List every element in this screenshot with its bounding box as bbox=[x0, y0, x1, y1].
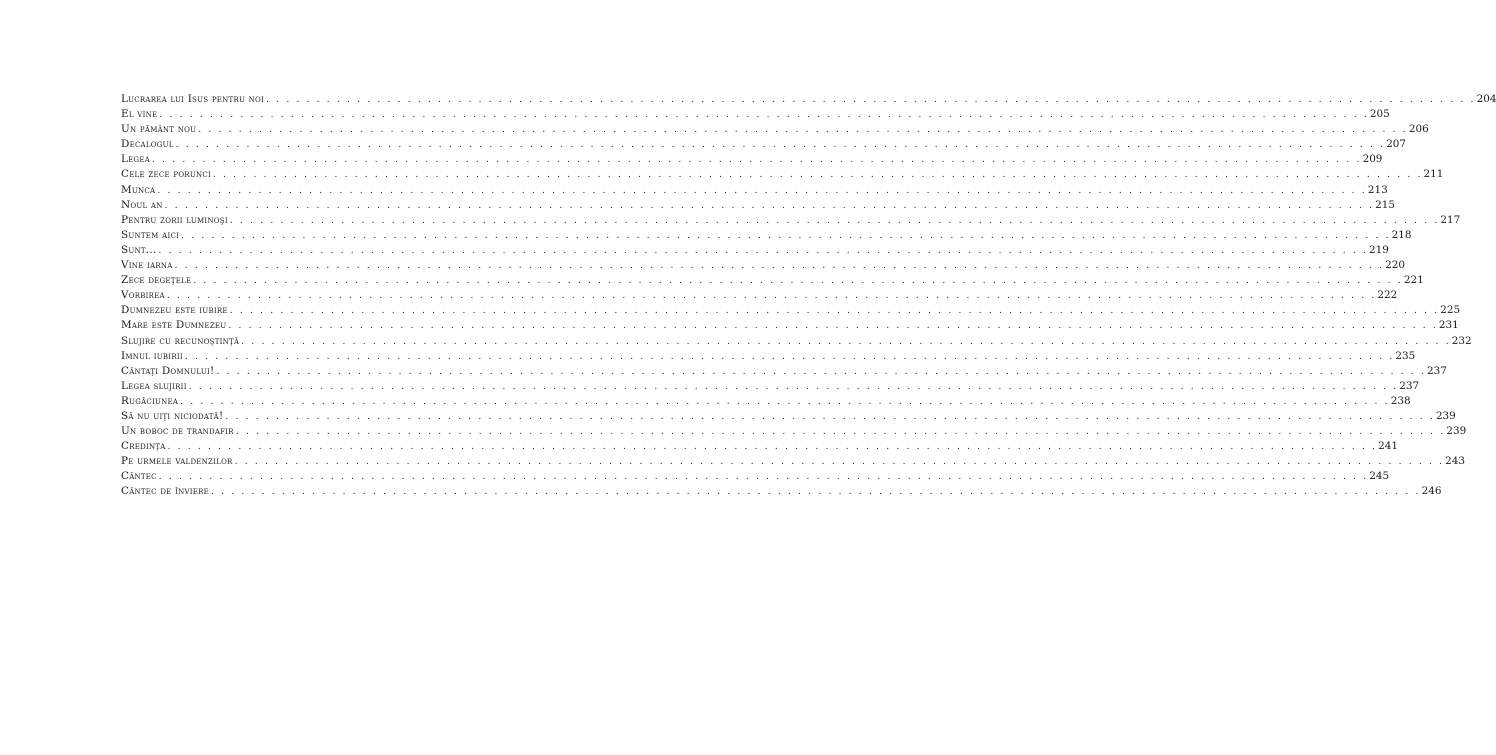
toc-entry-page-number: 232 bbox=[1451, 334, 1472, 347]
toc-entry-title: Cântec bbox=[121, 470, 157, 483]
dot-leader: . . . . . . . . . . . . . . . . . . . . . . . . . . . . . . . . . . . . . . . . . . . . . . . . . . . . . . . . . . . . . . . . . . . . . . . . . . . . . . . . . . . . . . . . . . . . . . . . . . . . . . . . . . . . . . . . . . . . . . . . bbox=[158, 245, 1369, 256]
toc-entry bbox=[121, 379, 1420, 394]
toc-entry bbox=[121, 167, 1444, 182]
toc-entry-title: Cântaţi Domnului! bbox=[121, 364, 215, 377]
toc-entry bbox=[121, 318, 1459, 333]
toc-entry-page-number: 238 bbox=[1390, 394, 1411, 407]
dot-leader: . . . . . . . . . . . . . . . . . . . . . . . . . . . . . . . . . . . . . . . . . . . . . . . . . . . . . . . . . . . . . . . . . . . . . . . . . . . . . . . . . . . . . . . . . . . . . . . . . . . . . . . . . . . . . . . . . . . . . . . . bbox=[229, 306, 1440, 317]
toc-entry-title: Noul an bbox=[121, 198, 163, 211]
dot-leader: . . . . . . . . . . . . . . . . . . . . . . . . . . . . . . . . . . . . . . . . . . . . . . . . . . . . . . . . . . . . . . . . . . . . . . . . . . . . . . . . . . . . . . . . . . . . . . . . . . . . . . . . . . . . . . . . . . . . . . . . bbox=[225, 411, 1435, 422]
toc-entry-page-number: 246 bbox=[1421, 485, 1442, 498]
dot-leader: . . . . . . . . . . . . . . . . . . . . . . . . . . . . . . . . . . . . . . . . . . . . . . . . . . . . . . . . . . . . . . . . . . . . . . . . . . . . . . . . . . . . . . . . . . . . . . . . . . . . . . . . . . . . . . . . . . . . . . . . bbox=[228, 321, 1438, 332]
toc-entry bbox=[121, 137, 1407, 152]
toc-entry bbox=[121, 243, 1389, 258]
toc-entry-page-number: 218 bbox=[1391, 228, 1412, 241]
dot-leader: . . . . . . . . . . . . . . . . . . . . . . . . . . . . . . . . . . . . . . . . . . . . . . . . . . . . . . . . . . . . . . . . . . . . . . . . . . . . . . . . . . . . . . . . . . . . . . . . . . . . . . . . . . . . . . . . . . . . . . . . bbox=[167, 442, 1378, 453]
toc-entry-page-number: 241 bbox=[1378, 440, 1398, 453]
toc-entry bbox=[121, 107, 1390, 122]
toc-entry bbox=[121, 424, 1467, 439]
toc-entry bbox=[121, 349, 1416, 364]
toc-entry-title: Credinţa bbox=[121, 440, 166, 453]
dot-leader: . . . . . . . . . . . . . . . . . . . . . . . . . . . . . . . . . . . . . . . . . . . . . . . . . . . . . . . . . . . . . . . . . . . . . . . . . . . . . . . . . . . . . . . . . . . . . . . . . . . . . . . . . . . . . . . . . . . . . . . . bbox=[157, 185, 1367, 196]
dot-leader: . . . . . . . . . . . . . . . . . . . . . . . . . . . . . . . . . . . . . . . . . . . . . . . . . . . . . . . . . . . . . . . . . . . . . . . . . . . . . . . . . . . . . . . . . . . . . . . . . . . . . . . . . . . . . . . . . . . . . . . . bbox=[174, 261, 1385, 272]
toc-entry bbox=[121, 334, 1472, 349]
toc-entry-title: Un boboc de trandafir bbox=[121, 425, 234, 438]
toc-entry bbox=[121, 439, 1398, 454]
toc-entry-page-number: 237 bbox=[1399, 379, 1420, 392]
toc-entry-title: Lucrarea lui Isus pentru noi bbox=[121, 93, 265, 105]
toc-entry-page-number: 225 bbox=[1440, 304, 1461, 317]
toc-entry-title: Imnul iubirii bbox=[121, 349, 183, 362]
dot-leader: . . . . . . . . . . . . . . . . . . . . . . . . . . . . . . . . . . . . . . . . . . . . . . . . . . . . . . . . . . . . . . . . . . . . . . . . . . . . . . . . . . . . . . . . . . . . . . . . . . . . . . . . . . . . . . . . . . . . . . . . bbox=[193, 276, 1403, 287]
dot-leader: . . . . . . . . . . . . . . . . . . . . . . . . . . . . . . . . . . . . . . . . . . . . . . . . . . . . . . . . . . . . . . . . . . . . . . . . . . . . . . . . . . . . . . . . . . . . . . . . . . . . . . . . . . . . . . . . . . . . . . . . bbox=[266, 95, 1476, 105]
toc-entry-page-number: 221 bbox=[1403, 274, 1424, 287]
toc-entry-page-number: 239 bbox=[1446, 425, 1467, 438]
toc-entry-page-number: 213 bbox=[1367, 183, 1388, 196]
toc-entry-page-number: 215 bbox=[1375, 198, 1396, 211]
toc-entry-title: Vine iarna bbox=[121, 259, 173, 272]
toc-entry-page-number: 237 bbox=[1427, 364, 1447, 377]
table-of-contents bbox=[121, 92, 1496, 500]
toc-entry-page-number: 204 bbox=[1476, 93, 1496, 105]
toc-entry-page-number: 207 bbox=[1386, 138, 1407, 151]
toc-entry bbox=[121, 454, 1465, 469]
toc-entry bbox=[121, 258, 1405, 273]
toc-entry-title: Legea bbox=[121, 153, 151, 166]
toc-entry-title: Pentru zorii luminoşi bbox=[121, 213, 228, 226]
toc-entry-page-number: 209 bbox=[1362, 153, 1383, 166]
dot-leader: . . . . . . . . . . . . . . . . . . . . . . . . . . . . . . . . . . . . . . . . . . . . . . . . . . . . . . . . . . . . . . . . . . . . . . . . . . . . . . . . . . . . . . . . . . . . . . . . . . . . . . . . . . . . . . . . . . . . . . . . bbox=[241, 336, 1451, 347]
dot-leader: . . . . . . . . . . . . . . . . . . . . . . . . . . . . . . . . . . . . . . . . . . . . . . . . . . . . . . . . . . . . . . . . . . . . . . . . . . . . . . . . . . . . . . . . . . . . . . . . . . . . . . . . . . . . . . . . . . . . . . . . bbox=[234, 457, 1445, 468]
toc-entry-page-number: 211 bbox=[1423, 168, 1444, 181]
dot-leader: . . . . . . . . . . . . . . . . . . . . . . . . . . . . . . . . . . . . . . . . . . . . . . . . . . . . . . . . . . . . . . . . . . . . . . . . . . . . . . . . . . . . . . . . . . . . . . . . . . . . . . . . . . . . . . . . . . . . . . . . bbox=[184, 351, 1395, 362]
toc-entry-title: Vorbirea bbox=[121, 289, 165, 302]
toc-entry-page-number: 239 bbox=[1435, 409, 1456, 422]
toc-entry-title: Să nu uiţi niciodată! bbox=[121, 409, 224, 422]
toc-entry-title: Cele zece porunci bbox=[121, 168, 211, 181]
toc-entry-title: Dumnezeu este iubire bbox=[121, 304, 228, 317]
dot-leader: . . . . . . . . . . . . . . . . . . . . . . . . . . . . . . . . . . . . . . . . . . . . . . . . . . . . . . . . . . . . . . . . . . . . . . . . . . . . . . . . . . . . . . . . . . . . . . . . . . . . . . . . . . . . . . . . . . . . . . . . bbox=[235, 427, 1446, 438]
dot-leader: . . . . . . . . . . . . . . . . . . . . . . . . . . . . . . . . . . . . . . . . . . . . . . . . . . . . . . . . . . . . . . . . . . . . . . . . . . . . . . . . . . . . . . . . . . . . . . . . . . . . . . . . . . . . . . . . . . . . . . . . bbox=[166, 291, 1377, 302]
toc-entry-page-number: 205 bbox=[1369, 108, 1390, 121]
toc-entry-page-number: 219 bbox=[1369, 243, 1389, 256]
toc-entry bbox=[121, 409, 1456, 424]
toc-entry-page-number: 231 bbox=[1438, 319, 1459, 332]
toc-entry-page-number: 217 bbox=[1440, 213, 1461, 226]
dot-leader: . . . . . . . . . . . . . . . . . . . . . . . . . . . . . . . . . . . . . . . . . . . . . . . . . . . . . . . . . . . . . . . . . . . . . . . . . . . . . . . . . . . . . . . . . . . . . . . . . . . . . . . . . . . . . . . . . . . . . . . . bbox=[211, 487, 1421, 498]
toc-entry-title: Suntem aici bbox=[121, 228, 180, 241]
toc-entry-page-number: 220 bbox=[1385, 259, 1405, 272]
toc-entry-title: Mare este Dumnezeu bbox=[121, 319, 227, 332]
toc-entry bbox=[121, 183, 1388, 198]
toc-entry bbox=[121, 273, 1424, 288]
toc-entry-page-number: 222 bbox=[1377, 289, 1398, 302]
dot-leader: . . . . . . . . . . . . . . . . . . . . . . . . . . . . . . . . . . . . . . . . . . . . . . . . . . . . . . . . . . . . . . . . . . . . . . . . . . . . . . . . . . . . . . . . . . . . . . . . . . . . . . . . . . . . . . . . . . . . . . . . bbox=[180, 396, 1390, 407]
toc-entry bbox=[121, 288, 1398, 303]
toc-entry-title: Rugăciunea bbox=[121, 394, 179, 407]
dot-leader: . . . . . . . . . . . . . . . . . . . . . . . . . . . . . . . . . . . . . . . . . . . . . . . . . . . . . . . . . . . . . . . . . . . . . . . . . . . . . . . . . . . . . . . . . . . . . . . . . . . . . . . . . . . . . . . . . . . . . . . . bbox=[216, 366, 1426, 377]
toc-entry bbox=[121, 484, 1442, 499]
toc-entry-page-number: 235 bbox=[1395, 349, 1416, 362]
dot-leader: . . . . . . . . . . . . . . . . . . . . . . . . . . . . . . . . . . . . . . . . . . . . . . . . . . . . . . . . . . . . . . . . . . . . . . . . . . . . . . . . . . . . . . . . . . . . . . . . . . . . . . . . . . . . . . . . . . . . . . . . bbox=[164, 200, 1375, 211]
toc-entry-title: Zece degeţele bbox=[121, 274, 192, 287]
toc-entry-title: Un pământ nou bbox=[121, 123, 197, 136]
toc-entry bbox=[121, 213, 1461, 228]
toc-entry bbox=[121, 92, 1496, 107]
toc-entry bbox=[121, 469, 1390, 484]
dot-leader: . . . . . . . . . . . . . . . . . . . . . . . . . . . . . . . . . . . . . . . . . . . . . . . . . . . . . . . . . . . . . . . . . . . . . . . . . . . . . . . . . . . . . . . . . . . . . . . . . . . . . . . . . . . . . . . . . . . . . . . . bbox=[152, 155, 1362, 166]
toc-entry-page-number: 206 bbox=[1408, 123, 1429, 136]
toc-entry-page-number: 243 bbox=[1445, 455, 1465, 468]
dot-leader: . . . . . . . . . . . . . . . . . . . . . . . . . . . . . . . . . . . . . . . . . . . . . . . . . . . . . . . . . . . . . . . . . . . . . . . . . . . . . . . . . . . . . . . . . . . . . . . . . . . . . . . . . . . . . . . . . . . . . . . . bbox=[158, 472, 1369, 483]
toc-entry-page-number: 245 bbox=[1369, 470, 1390, 483]
toc-entry bbox=[121, 228, 1412, 243]
dot-leader: . . . . . . . . . . . . . . . . . . . . . . . . . . . . . . . . . . . . . . . . . . . . . . . . . . . . . . . . . . . . . . . . . . . . . . . . . . . . . . . . . . . . . . . . . . . . . . . . . . . . . . . . . . . . . . . . . . . . . . . . bbox=[229, 215, 1440, 226]
toc-entry bbox=[121, 364, 1447, 379]
dot-leader: . . . . . . . . . . . . . . . . . . . . . . . . . . . . . . . . . . . . . . . . . . . . . . . . . . . . . . . . . . . . . . . . . . . . . . . . . . . . . . . . . . . . . . . . . . . . . . . . . . . . . . . . . . . . . . . . . . . . . . . . bbox=[181, 230, 1391, 241]
toc-entry-title: Pe urmele valdenzilor bbox=[121, 455, 233, 468]
toc-entry bbox=[121, 122, 1429, 137]
toc-entry bbox=[121, 198, 1396, 213]
toc-entry-title: Sunt... bbox=[121, 243, 157, 256]
toc-entry-title: Legea slujirii bbox=[121, 379, 187, 392]
dot-leader: . . . . . . . . . . . . . . . . . . . . . . . . . . . . . . . . . . . . . . . . . . . . . . . . . . . . . . . . . . . . . . . . . . . . . . . . . . . . . . . . . . . . . . . . . . . . . . . . . . . . . . . . . . . . . . . . . . . . . . . . bbox=[188, 381, 1399, 392]
dot-leader: . . . . . . . . . . . . . . . . . . . . . . . . . . . . . . . . . . . . . . . . . . . . . . . . . . . . . . . . . . . . . . . . . . . . . . . . . . . . . . . . . . . . . . . . . . . . . . . . . . . . . . . . . . . . . . . . . . . . . . . . bbox=[175, 140, 1386, 151]
toc-entry bbox=[121, 394, 1411, 409]
toc-entry bbox=[121, 303, 1461, 318]
dot-leader: . . . . . . . . . . . . . . . . . . . . . . . . . . . . . . . . . . . . . . . . . . . . . . . . . . . . . . . . . . . . . . . . . . . . . . . . . . . . . . . . . . . . . . . . . . . . . . . . . . . . . . . . . . . . . . . . . . . . . . . . bbox=[198, 125, 1408, 136]
toc-entry-title: Cântec de înviere bbox=[121, 485, 210, 498]
dot-leader: . . . . . . . . . . . . . . . . . . . . . . . . . . . . . . . . . . . . . . . . . . . . . . . . . . . . . . . . . . . . . . . . . . . . . . . . . . . . . . . . . . . . . . . . . . . . . . . . . . . . . . . . . . . . . . . . . . . . . . . . bbox=[212, 170, 1423, 181]
toc-entry-title: Decalogul bbox=[121, 138, 174, 151]
toc-entry-title: Slujire cu recunoştinţă bbox=[121, 334, 240, 347]
toc-entry-title: El vine bbox=[121, 108, 158, 121]
toc-entry bbox=[121, 152, 1383, 167]
dot-leader: . . . . . . . . . . . . . . . . . . . . . . . . . . . . . . . . . . . . . . . . . . . . . . . . . . . . . . . . . . . . . . . . . . . . . . . . . . . . . . . . . . . . . . . . . . . . . . . . . . . . . . . . . . . . . . . . . . . . . . . . bbox=[159, 110, 1369, 121]
toc-entry-title: Munca bbox=[121, 183, 156, 196]
